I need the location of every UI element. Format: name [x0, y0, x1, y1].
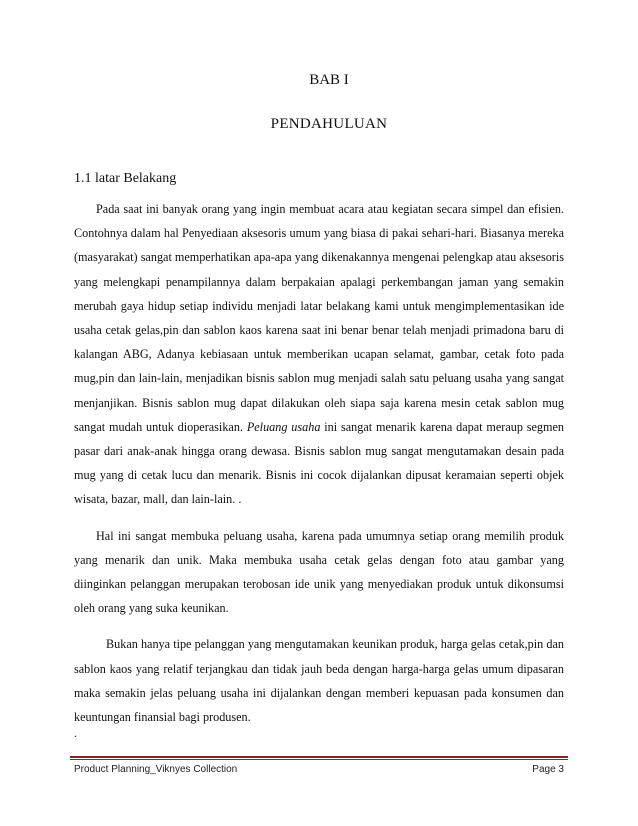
body-text: [74, 197, 564, 741]
paragraph-1: [74, 197, 564, 512]
trailing-mark: .: [74, 726, 77, 740]
paragraph-3: Bukan hanya tipe pelanggan yang mengutamakan keunikan produk, harga gelas cetak,pin dan sablon kaos yang relatif terjangkau dan tidak jauh beda dengan harga-harga gelas umum dipasaran maka semakin jelas peluang usaha ini dijalankan dengan memberi kepuasan pada konsumen dan keuntungan finansial bagi produsen.: [74, 637, 564, 725]
paragraph-2: Hal ini sangat membuka peluang usaha, karena pada umumnya setiap orang memilih produk yang menarik dan unik. Maka membuka usaha cetak gelas dengan foto atau gambar yang diinginkan pelanggan merupakan terobosan ide unik yang menyediakan produk untuk dikonsumsi oleh orang yang suka keunikan.: [74, 528, 564, 616]
footer-rule: [70, 756, 568, 758]
paragraph-1-emphasis: Peluang usaha: [246, 419, 321, 434]
footer-title: Product Planning_Viknyes Collection: [74, 764, 238, 775]
paragraph-1-part-b: ini sangat menarik karena dapat meraup segmen pasar dari anak-anak hingga orang dewasa. Bisnis sablon mug sangat mengutamakan desain pada mug yang di cetak lucu dan menarik. Bisnis ini cocok dijalankan dipusat keramaian seperti objek wisata, bazar, mall, dan lain-lain. .: [74, 419, 565, 507]
section-heading: 1.1 latar Belakang: [74, 171, 177, 186]
page-number: Page 3: [532, 764, 564, 775]
chapter-number: BAB I: [309, 72, 349, 88]
chapter-title: PENDAHULUAN: [270, 116, 388, 132]
footer-rule-thin: [70, 759, 568, 760]
paragraph-1-part-a: Pada saat ini banyak orang yang ingin membuat acara atau kegiatan secara simpel dan efisien. Contohnya dalam hal Penyediaan aksesoris umum yang biasa di pakai sehari-hari. Biasanya mereka (masyarakat) sangat memperhatikan apa-apa yang dikenakannya mengenai pelengkap atau aksesoris yang melengkapi penampilannya dalam berpakaian apalagi perkembangan jaman yang semakin merubah gaya hidup setiap individu menjadi latar belakang kami untuk mengimplementasikan ide usaha cetak gelas,pin dan sablon kaos karena saat ini benar benar telah menjadi primadona baru di kalangan ABG, Adanya kebiasaan untuk memberikan ucapan selamat, gambar, cetak foto pada mug,pin dan lain-lain, menjadikan bisnis sablon mug menjadi salah satu peluang usaha yang sangat menjanjikan. Bisnis sablon mug dapat dilakukan oleh siapa saja karena mesin cetak sablon mug sangat mudah untuk dioperasikan.: [74, 202, 564, 434]
